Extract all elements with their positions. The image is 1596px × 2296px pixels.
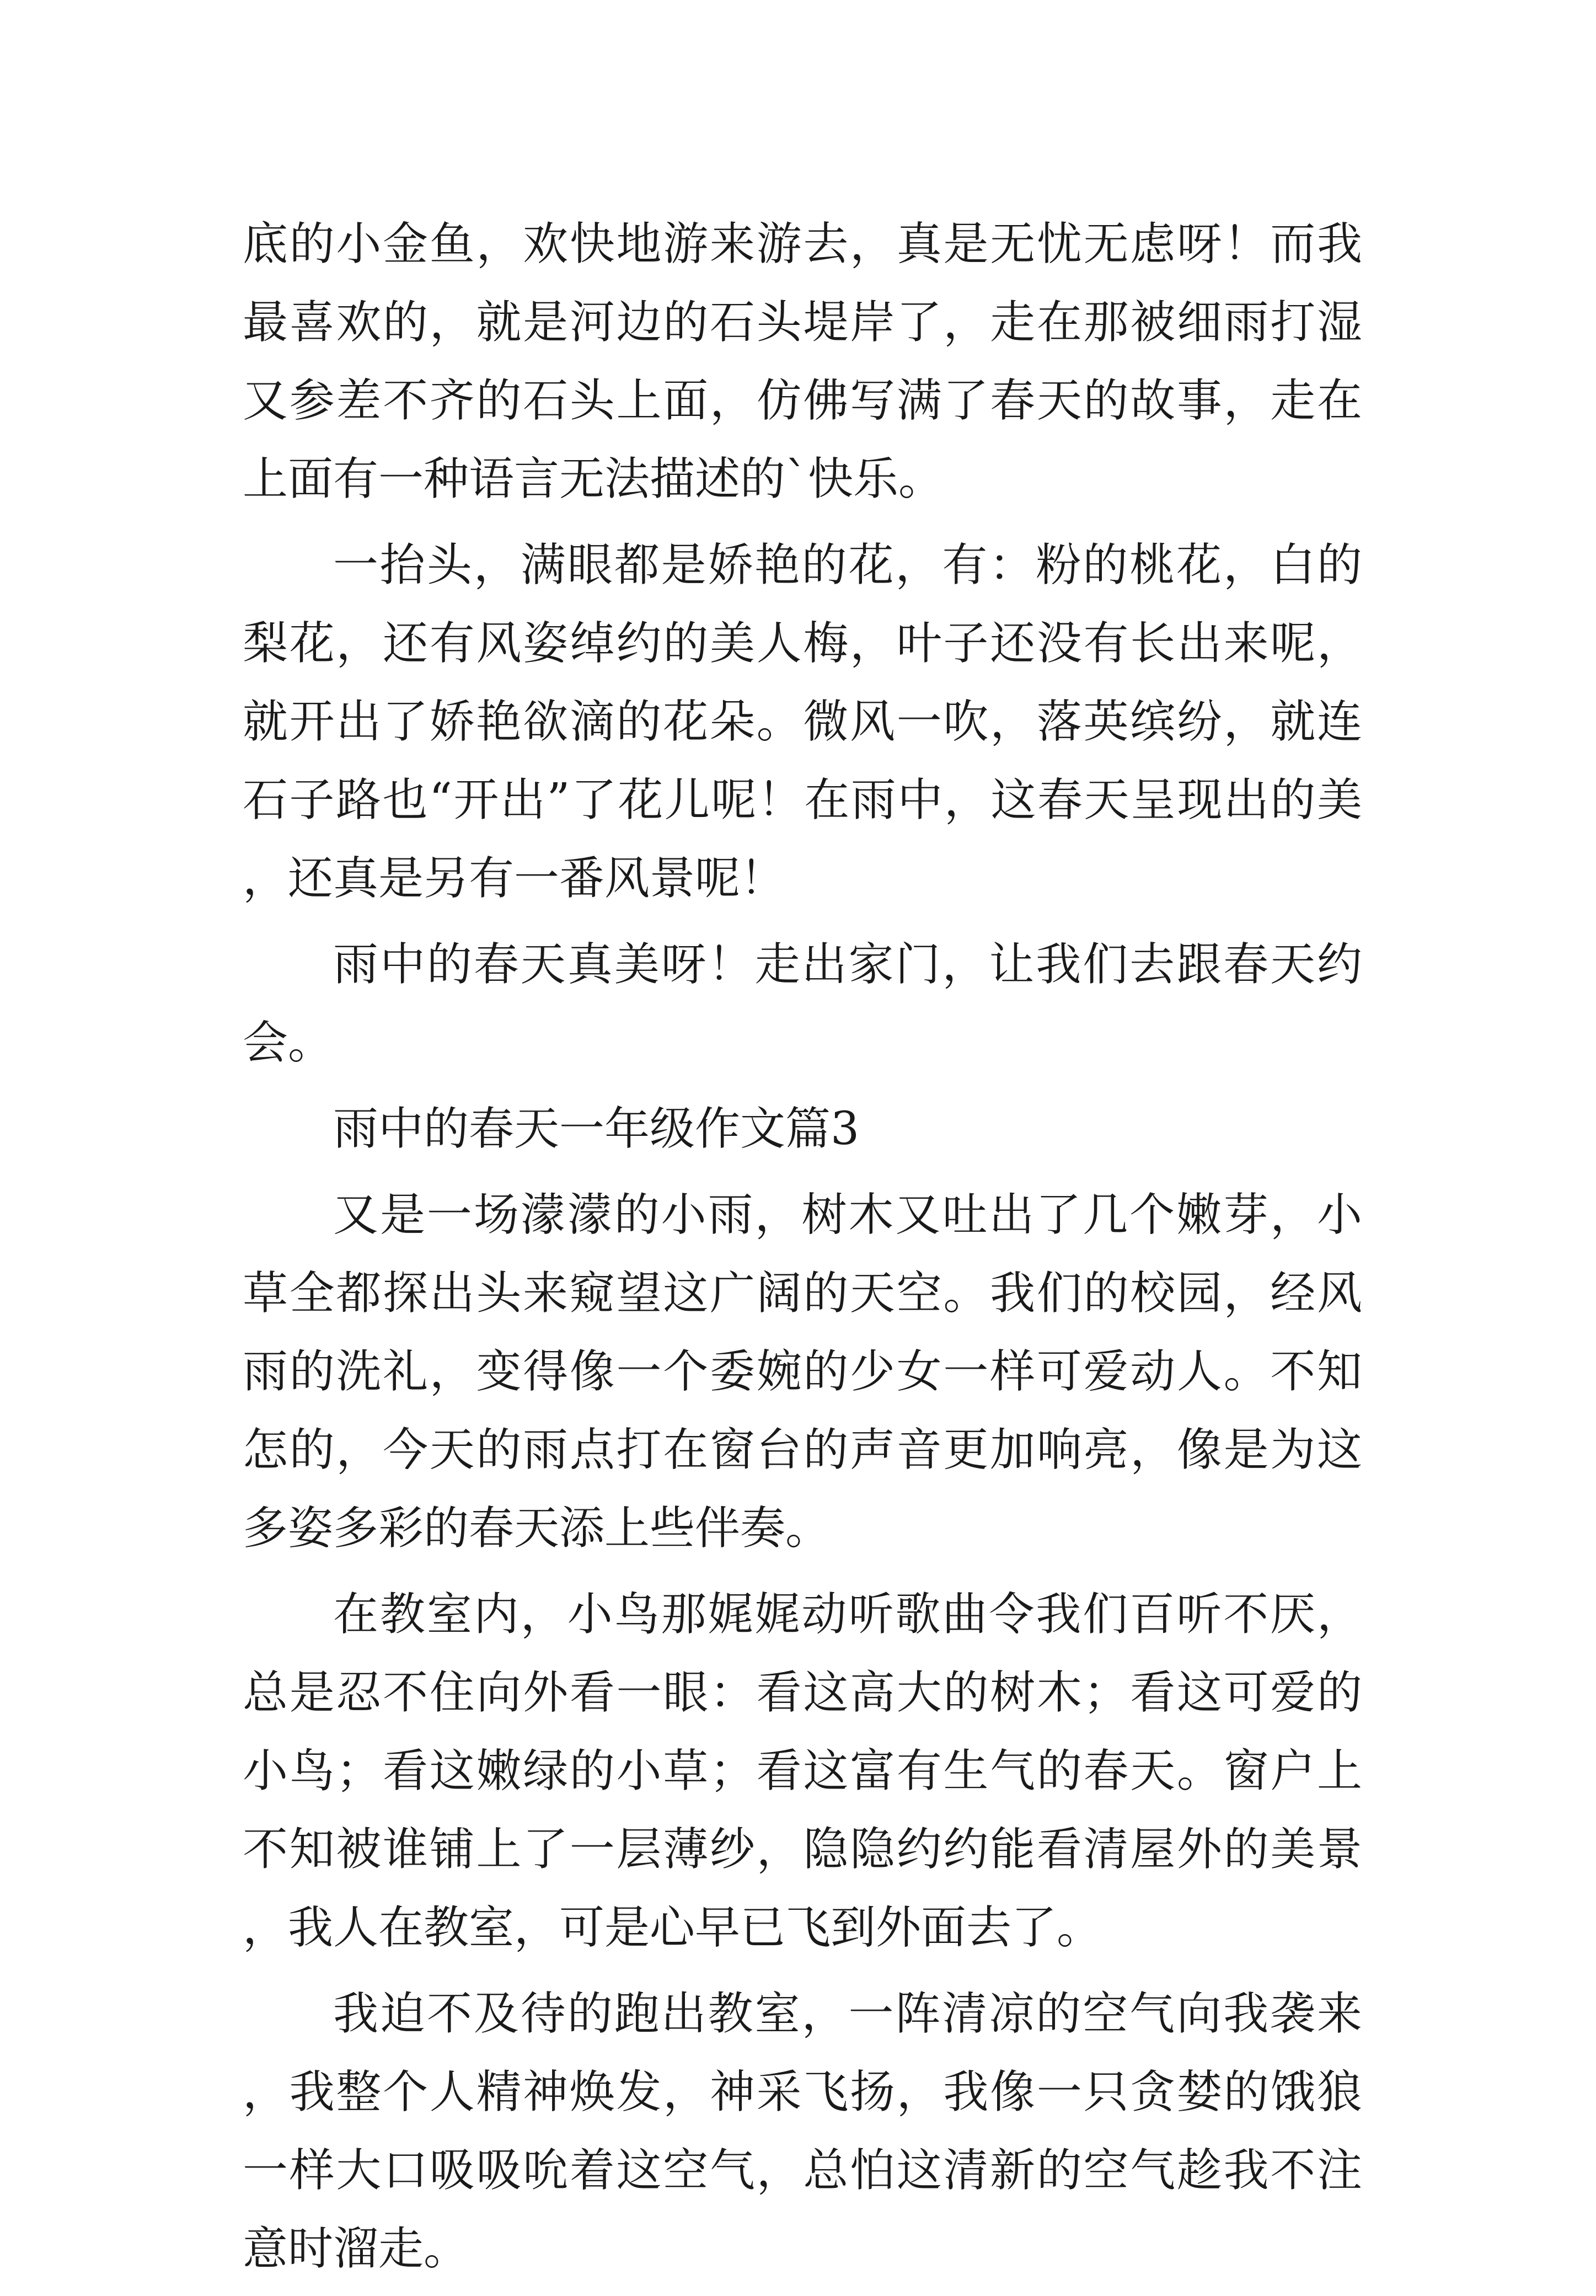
paragraph-invitation: 雨中的春天真美呀！走出家门，让我们去跟春天约会。: [243, 938, 1362, 1069]
paragraph-outside: 我迫不及待的跑出教室，一阵清凉的空气向我袭来，我整个人精神焕发，神采飞扬，我像一只贪婪的饿狼一样大口吸吸吮着这空气，总怕这清新的空气趁我不注意时溜走。: [243, 1988, 1362, 2275]
paragraph-continuation: 底的小金鱼，欢快地游来游去，真是无忧无虑呀！而我最喜欢的，就是河边的石头堤岸了，走在那被细雨打湿又参差不齐的石头上面，仿佛写满了春天的故事，走在上面有一种语言无法描述的`快乐。: [243, 218, 1362, 505]
essay-heading: 雨中的春天一年级作文篇3: [333, 1103, 860, 1155]
paragraph-classroom: 在教室内，小鸟那娓娓动听歌曲令我们百听不厌，总是忍不住向外看一眼：看这高大的树木；看这可爱的小鸟；看这嫩绿的小草；看这富有生气的春天。窗户上不知被谁铺上了一层薄纱，隐隐约约能看清屋外的美景，我人在教室，可是心早已飞到外面去了。: [243, 1588, 1362, 1954]
paragraph-flowers: 一抬头，满眼都是娇艳的花，有：粉的桃花，白的梨花，还有风姿绰约的美人梅，叶子还没有长出来呢，就开出了娇艳欲滴的花朵。微风一吹，落英缤纷，就连石子路也“开出”了花儿呢！在雨中，这春天呈现出的美，还真是另有一番风景呢！: [243, 539, 1362, 905]
essay-text: [243, 205, 1362, 2296]
paragraph-drizzle: 又是一场濛濛的小雨，树木又吐出了几个嫩芽，小草全都探出头来窥望这广阔的天空。我们的校园，经风雨的洗礼，变得像一个委婉的少女一样可爱动人。不知怎的，今天的雨点打在窗台的声音更加响亮，像是为这多姿多彩的春天添上些伴奏。: [243, 1189, 1362, 1555]
